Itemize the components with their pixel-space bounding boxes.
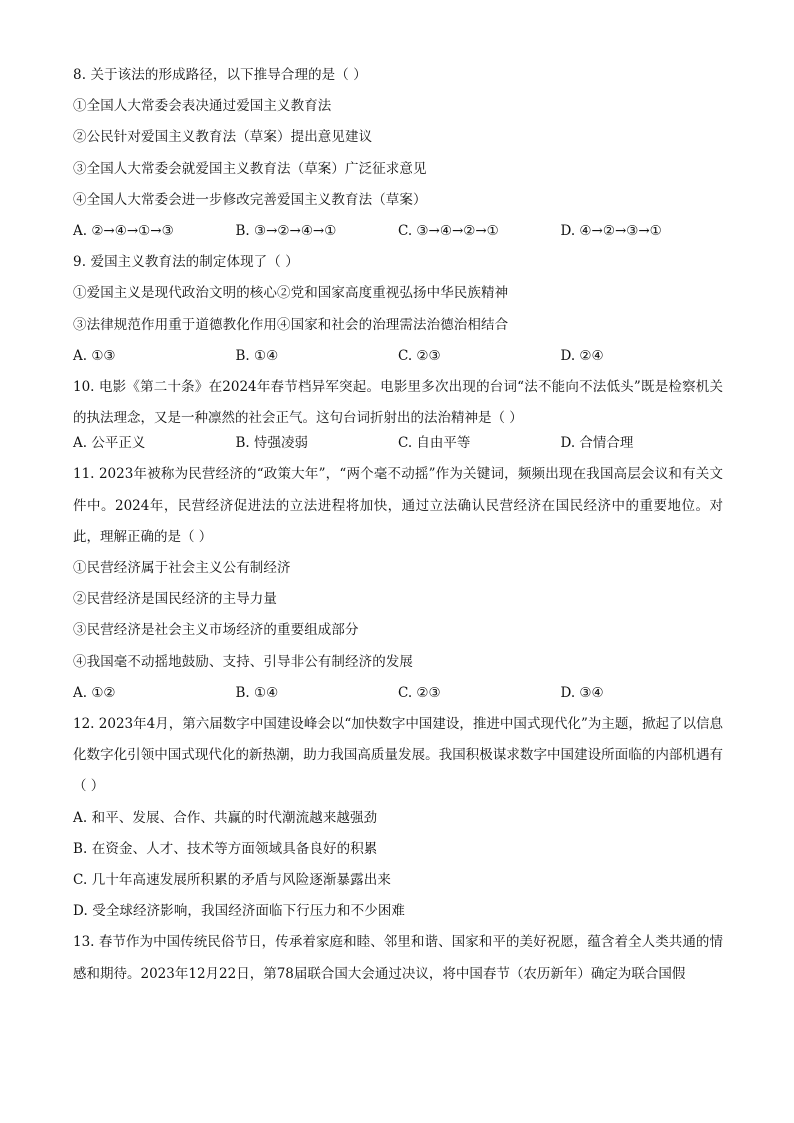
q11-option-a: A. ①② [73,684,116,701]
q12-choice-a: A. 和平、发展、合作、共赢的时代潮流越来越强劲 [73,809,378,826]
q9-item-2: ③法律规范作用重于道德教化作用④国家和社会的治理需法治德治相结合 [73,316,509,333]
q10-option-b: B. 恃强凌弱 [235,435,309,452]
q11-item-3: ③民营经济是社会主义市场经济的重要组成部分 [73,622,359,639]
q10-option-a: A. 公平正义 [73,435,146,452]
q11-item-1: ①民营经济属于社会主义公有制经济 [73,560,291,577]
q8-options [73,222,723,253]
q8-item-1: ①全国人大常委会表决通过爱国主义教育法 [73,98,332,115]
q11-option-b: B. ①④ [235,684,279,701]
q13-stem: 13. 春节作为中国传统民俗节日，传承着家庭和睦、邻里和谐、国家和平的美好祝愿，蕴含着全人类共通的情感和期待。2023年12月22日，第78届联合国大会通过决议，将中国春节（农历新年）确定为联合国假 [73,934,723,982]
q10-stem: 10. 电影《第二十条》在2024年春节档异军突起。电影里多次出现的台词“法不能向不法低头”既是检察机关的执法理念，又是一种凛然的社会正气。这句台词折射出的法治精神是（ ） [73,378,723,427]
q9-item-1: ①爱国主义是现代政治文明的核心②党和国家高度重视弘扬中华民族精神 [73,285,509,302]
q12-choice-c: C. 几十年高速发展所积累的矛盾与风险逐渐暴露出来 [73,872,391,888]
q12-choice-b: B. 在资金、人才、技术等方面领域具备良好的积累 [73,840,378,857]
q11-item-2: ②民营经济是国民经济的主导力量 [73,591,277,608]
q8-item-3: ③全国人大常委会就爱国主义教育法（草案）广泛征求意见 [73,160,427,177]
q8-option-d: D. ④→②→③→① [560,222,662,239]
q9-option-c: C. ②③ [398,347,441,364]
q11-stem: 11. 2023年被称为民营经济的“政策大年”，“两个毫不动摇”作为关键词，频频出现在我国高层会议和有关文件中。2024年，民营经济促进法的立法进程将加快，通过立法确认民营经济在国民经济中的重要地位。对此，理解正确的是（ ） [73,466,723,545]
q11-option-c: C. ②③ [398,684,441,701]
q9-option-d: D. ②④ [560,347,604,364]
q9-stem: 9. 爱国主义教育法的制定体现了（ ） [73,254,299,271]
q9-option-b: B. ①④ [235,347,279,364]
q10-option-d: D. 合情合理 [560,435,634,452]
q8-item-4: ④全国人大常委会进一步修改完善爱国主义教育法（草案） [73,191,427,208]
q8-option-c: C. ③→④→②→① [398,222,499,239]
q11-option-d: D. ③④ [560,684,604,701]
q8-stem: 8. 关于该法的形成路径，以下推导合理的是（ ） [73,67,367,83]
q12-stem: 12. 2023年4月，第六届数字中国建设峰会以“加快数字中国建设，推进中国式现代化”为主题，掀起了以信息化数字化引领中国式现代化的新热潮，助力我国高质量发展。我国积极谋求数字中国建设所面临的内部机遇有（ ） [73,716,723,795]
page-content [73,66,723,990]
q10-option-c: C. 自由平等 [398,435,471,452]
q11-item-4: ④我国毫不动摇地鼓励、支持、引导非公有制经济的发展 [73,653,413,670]
q12-choice-d: D. 受全球经济影响，我国经济面临下行压力和不少困难 [73,903,406,920]
q8-item-2: ②公民针对爱国主义教育法（草案）提出意见建议 [73,129,373,146]
q8-option-a: A. ②→④→①→③ [73,222,174,239]
q9-option-a: A. ①③ [73,347,116,364]
q8-option-b: B. ③→②→④→① [235,222,337,239]
